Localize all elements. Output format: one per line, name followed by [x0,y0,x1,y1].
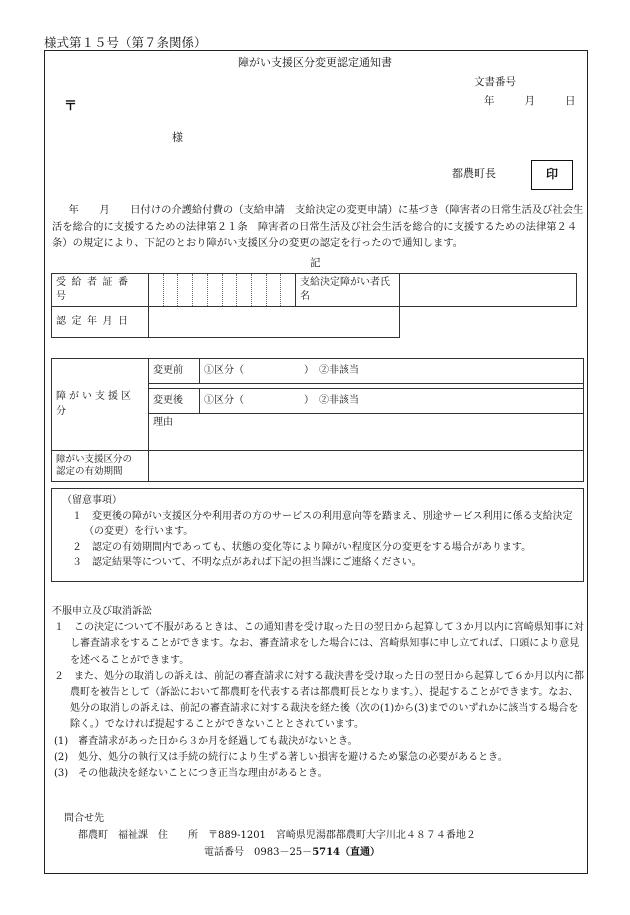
appeal-paragraph-2: ２ また、処分の取消しの訴えは、前記の審査請求に対する裁決書を受け取った日の翌日から起算して６か月以内に都農町を被告として（訴訟において都農町を代表する者は都農町長となります。）、提起することができます。なお、処分の取消しの訴えは、前記の審査請求に対する裁決を経た後（次の(1)から(3)までのいずれかに該当する場合を除く。）でなければ提起することができないこととされています。 [54,670,584,731]
after-options[interactable]: ①区分（ ） ②非該当 [200,389,584,414]
seal-box: 印 [531,160,573,190]
note-item-2: ２ 認定の有効期間内であっても、状態の変化等により障がい程度区分の変更をする場合があります。 [72,541,532,553]
body-paragraph: 年 月 日付けの介護給付費の（支給申請 支給決定の変更申請）に基づき（障害者の日常生活及び社会生活を総合的に支援するための法律第２１条 障害者の日常生活及び社会生活を総合的に支援するための法律第２４条）の規定により、下記のとおり障がい支援区分の変更の認定を行ったので通知します。 [52,204,584,250]
notes-heading: （留意事項） [62,495,122,506]
validity-label: 障がい支援区分の 認定の有効期間 [52,451,149,482]
postal-mark: 〒 [64,99,78,114]
date-year: 年 [484,95,495,107]
before-label: 変更前 [149,359,200,384]
approval-date-field[interactable] [149,307,400,338]
date-day: 日 [565,95,576,107]
category-label: 障がい支援区分 [52,359,149,451]
recipient-name-field[interactable] [400,274,577,307]
date-month: 月 [524,95,535,107]
note-item-1: １ 変更後の障がい支援区分や利用者の方のサービスの利用意向等を踏まえ、別途サービス利用に係る支給決定（の変更）を行います。 [72,510,573,537]
notes-box [51,488,584,582]
doc-number-label: 文書番号 [474,76,516,88]
note-item-3: ３ 認定結果等について、不明な点があれば下記の担当課にご連絡ください。 [72,557,422,568]
mayor-title: 都農町長 [452,167,496,180]
ki-mark: 記 [310,257,321,269]
appeal-sub-1: (1) 審査請求があった日から３か月を経過しても裁決がないとき。 [54,735,358,747]
after-label: 変更後 [149,389,200,414]
validity-field[interactable] [149,451,584,482]
category-table [51,358,584,482]
document-title: 障がい支援区分変更認定通知書 [238,56,392,69]
recipient-name-label: 支給決定障がい者氏名 [296,274,400,307]
approval-date-label: 認定年月日 [52,307,149,338]
before-options[interactable]: ①区分（ ） ②非該当 [200,359,584,384]
appeal-heading: 不服申立及び取消訴訟 [52,606,152,617]
appeal-sub-3: (3) その他裁決を経ないことにつき正当な理由があるとき。 [54,767,328,779]
recipient-number-cells[interactable] [149,274,296,307]
recipient-number-label: 受給者証番号 [52,274,149,307]
appeal-sub-2: (2) 処分、処分の執行又は手続の続行により生ずる著しい損害を避けるため緊急の必要があるとき。 [54,751,508,763]
phone-extension: 5714（直通） [312,847,381,858]
reason-field[interactable] [149,414,584,451]
issue-date [484,94,576,109]
contact-address: 都農町 福祉課 住 所 〒889-1201 宮崎県児湯郡都農町大字川北４８７４番地２ [78,830,476,841]
recipient-table [51,273,577,338]
form-number: 様式第１５号（第７条関係） [44,35,207,50]
contact-label: 問合せ先 [64,813,104,824]
contact-block [64,810,476,861]
appeal-section [54,604,588,782]
contact-phone: 電話番号 0983－25－5714（直通） [204,847,381,858]
blank-cell [400,307,577,338]
reason-label: 理由 [153,417,173,428]
appeal-paragraph-1: １ この決定について不服があるときは、この通知書を受け取った日の翌日から起算して３か月以内に宮崎県知事に対し審査請求をすることができます。なお、審査請求をした場合には、宮崎県知事に申し立てれば、口頭により意見を述べることができます。 [54,622,584,666]
honorific: 様 [172,131,183,144]
